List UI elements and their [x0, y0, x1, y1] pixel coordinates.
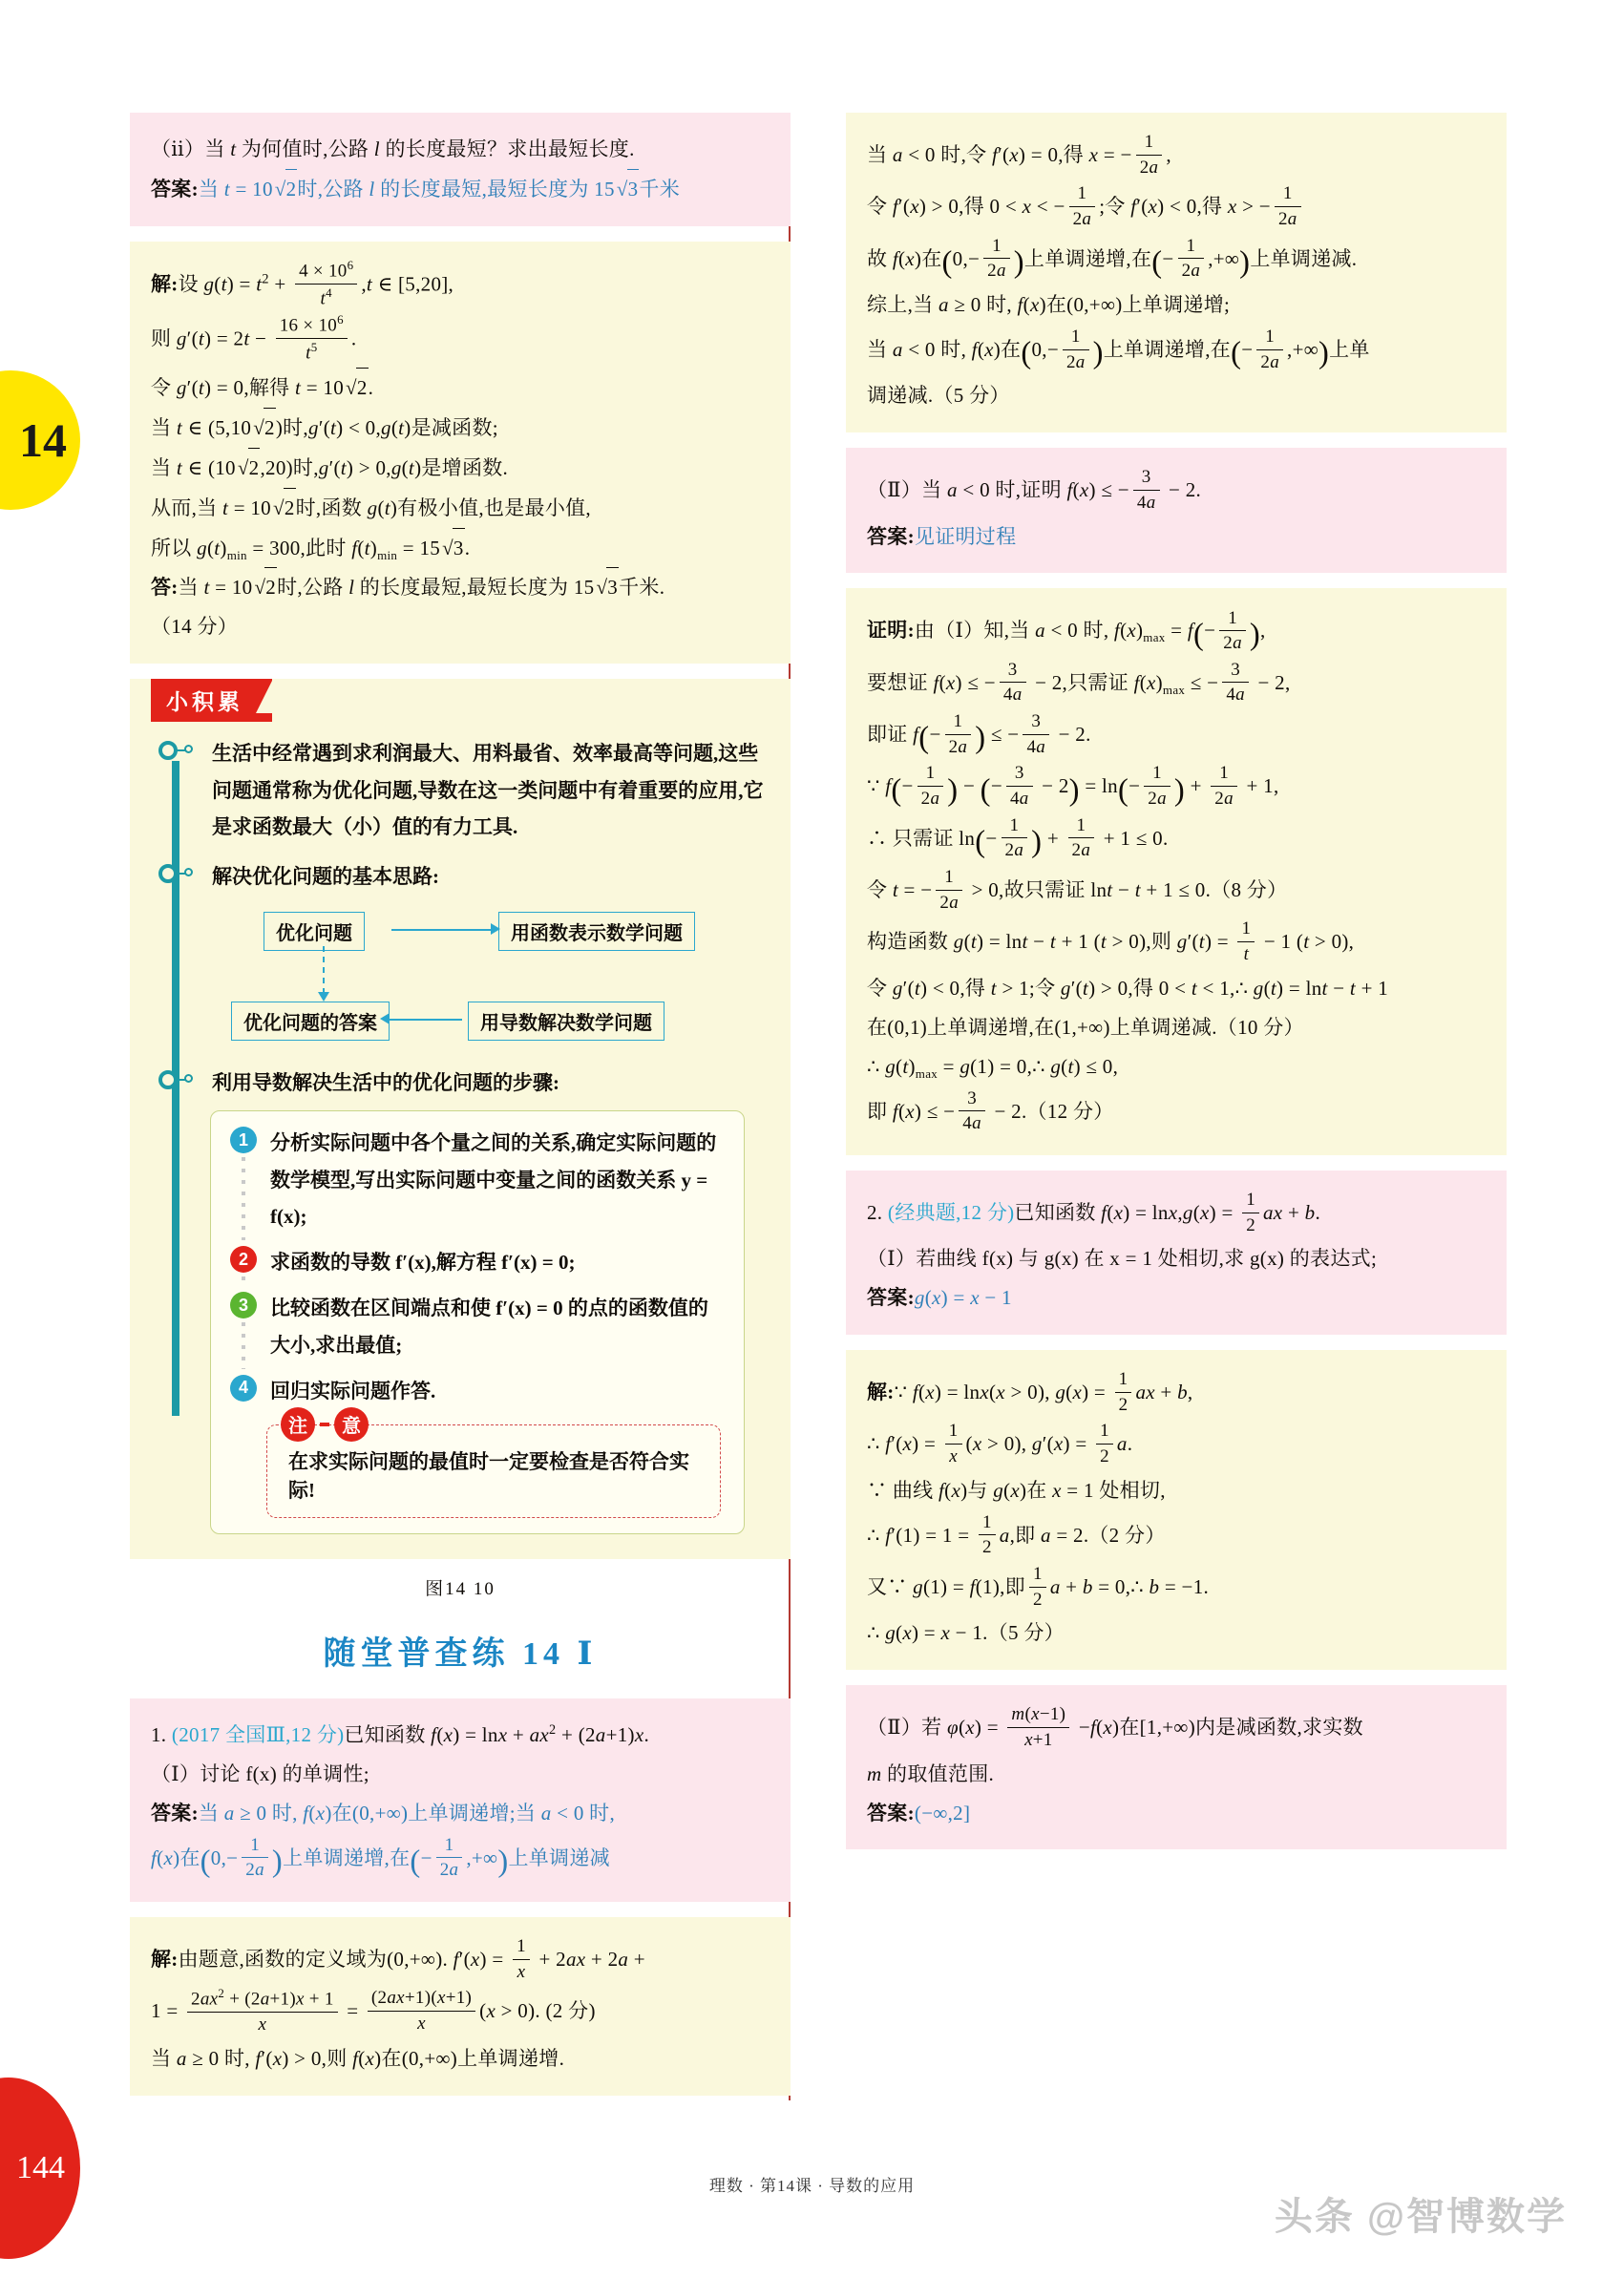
question-1-answer: 答案:当 a ≥ 0 时, f(x)在(0,+∞)上单调递增;当 a < 0 时,	[151, 1801, 616, 1825]
flow-box-answer: 优化问题的答案	[231, 1002, 390, 1041]
step-item	[228, 1125, 727, 1234]
page-footer: 理数 · 第14课 · 导数的应用	[708, 2177, 916, 2195]
question-1-stem: 1. (2017 全国Ⅲ,12 分)已知函数 $f(x) = \ln x + ax^2 + (2a+1)x$.	[151, 1721, 650, 1746]
proof-line: 即 f(x) ≤ − $\frac{3}{4a}$ − 2.（12 分）	[867, 1087, 1114, 1134]
question-1-block	[130, 1698, 791, 1902]
solution-line: 令 f′(x) > 0,得 0 < x < − $\frac{1}{2a}$ ;令 f′(x) < 0,得 x > − $\frac{1}{2a}$	[867, 181, 1486, 233]
caution-badge-link	[320, 1423, 329, 1426]
solution-line: ∴ g(x) = x − 1.（5 分）	[867, 1621, 1065, 1645]
optimization-flowchart	[221, 908, 718, 1051]
question-ii-prompt: （ⅱ）当 t 为何值时,公路 l 的长度最短？求出最短长度.	[151, 137, 635, 160]
solution-block-q2	[846, 1350, 1507, 1670]
chapter-tab-number: 14	[19, 413, 67, 467]
flow-arrow-right	[391, 929, 491, 931]
solution-line: ∴ f′(x) = $\frac{1}{x}$ (x > 0), g′(x) = $\frac{1}{2}$ a.	[867, 1421, 1133, 1467]
solution-line: 故 f(x)在(0,− $\frac{1}{2a}$ )上单调递增,在(− $\frac{1}{2a}$ ,+∞)上单调递减.	[867, 235, 1358, 282]
proof-line: ∴ $g(t)_{max} = g(1)$ = 0,∴ g(t) ≤ 0,	[867, 1054, 1119, 1081]
right-column	[846, 113, 1507, 1865]
solution-line: 当 t ∈ (10 √ 2,20)时,g′(t) > 0,g(t)是增函数.	[151, 448, 770, 488]
solution-line: ∴ f′(1) = 1 = $\frac{1}{2}$ a,即 a = 2.（2 分）	[867, 1511, 1166, 1558]
caution-badges	[281, 1407, 369, 1442]
answer-label: 答案:	[867, 1801, 915, 1825]
question-2-partII-answer: 答案:(−∞,2]	[867, 1801, 971, 1825]
solution-line: 解:由题意,函数的定义域为(0,+∞). f′(x) = $\frac{1}{x}$ + 2ax + 2a +	[151, 1936, 645, 1982]
flow-box-optimization-problem: 优化问题	[264, 912, 365, 951]
question-2-partII-prompt: （Ⅱ）若 φ(x) = $\frac{m(x-1)}{x+1}$ −f(x)在[1,+∞)内是减函数,求实数	[867, 1704, 1363, 1750]
question-1-part-1: （Ⅰ）讨论 f(x) 的单调性;	[151, 1761, 369, 1785]
solution-block-1	[130, 242, 791, 664]
step-item	[228, 1244, 727, 1280]
question-2-source: (经典题,12 分)	[887, 1200, 1015, 1224]
question-II-block	[846, 448, 1507, 573]
accumulation-point-2	[130, 858, 791, 895]
page-number: 144	[16, 2150, 65, 2185]
step-connector	[242, 1157, 245, 1240]
flow-box-solve-with-derivative: 用导数解决数学问题	[468, 1002, 664, 1041]
proof-line: 令 g′(t) < 0,得 t > 1;令 g′(t) > 0,得 0 < t < 1,∴ g(t) = lnt − t + 1	[867, 976, 1389, 1000]
solution-label: 解:	[151, 272, 179, 296]
question-II-answer-text: 见证明过程	[914, 524, 1017, 548]
bullet-icon	[158, 741, 191, 760]
question-II-prompt: （Ⅱ）当 a < 0 时,证明 f(x) ≤ − $\frac{3}{4a}$ − 2.	[867, 467, 1202, 513]
step-text: 比较函数在区间端点和使 f′(x) = 0 的点的函数值的大小,求出最值;	[270, 1297, 708, 1357]
accumulation-point-2-text: 解决优化问题的基本思路:	[212, 864, 439, 888]
flow-arrowhead-right-icon	[491, 923, 500, 935]
accumulation-panel	[130, 679, 791, 1559]
question-2-part-1: （Ⅰ）若曲线 f(x) 与 g(x) 在 x = 1 处相切,求 g(x) 的表达式;	[867, 1247, 1378, 1271]
solution-line: 解:设 $g(t) = t^2$ + $\frac{4 \times 10^6}{t^4}$ ,t ∈ [5,20],	[151, 257, 454, 309]
step-item	[228, 1290, 727, 1362]
reply-label: 答:	[151, 576, 179, 600]
step-connector	[242, 1322, 245, 1368]
question-ii-answer: 答案:当 t = 10 √ 2时,公路 l 的长度最短,最短长度为 15 √ 3千米	[151, 169, 770, 209]
accumulation-point-3-text: 利用导数解决生活中的优化问题的步骤:	[212, 1071, 559, 1095]
step-connector	[242, 1276, 245, 1286]
proof-line: 在(0,1)上单调递增,在(1,+∞)上单调递减.（10 分）	[867, 1015, 1304, 1039]
flow-box-express-with-function: 用函数表示数学问题	[498, 912, 695, 951]
flow-arrowhead-down-icon	[318, 992, 329, 1002]
solution-line: 综上,当 a ≥ 0 时, f(x)在(0,+∞)上单调递增;	[867, 292, 1231, 316]
solution-line: 当 t ∈ (5,10 √ 2)时,g′(t) < 0,g(t)是减函数;	[151, 408, 770, 448]
solution-label: 解:	[867, 1381, 895, 1404]
page-number-tab	[0, 2078, 80, 2259]
flow-arrow-down-dashed	[323, 946, 325, 994]
step-item	[228, 1373, 727, 1409]
solution-line: ∵ 曲线 f(x)与 g(x)在 x = 1 处相切,	[867, 1478, 1166, 1502]
answer-label: 答案:	[151, 1801, 199, 1825]
solution-line: 当 a < 0 时, f(x)在(0,− $\frac{1}{2a}$ )上单调递增,在(− $\frac{1}{2a}$ ,+∞)上单	[867, 326, 1370, 372]
flow-arrow-left	[390, 1019, 462, 1021]
solution-continued-block	[846, 113, 1507, 432]
section-title: 随堂普查练 14 Ⅰ	[323, 1635, 598, 1672]
proof-line: 证明:由（Ⅰ）知,当 a < 0 时, $f(x)_{max} = f(-$ $\frac{1}{2a}$ ),	[867, 607, 1266, 654]
proof-line: ∵ f(− $\frac{1}{2a}$ ) − (− $\frac{3}{4a}$ − 2) = ln(− $\frac{1}{2a}$ ) + $\frac{1}{2a}$ + 1,	[867, 763, 1279, 810]
answer-label: 答案:	[867, 1286, 915, 1310]
step-text: 回归实际问题作答.	[270, 1379, 436, 1403]
proof-line: ∴ 只需证 ln(− $\frac{1}{2a}$ ) + $\frac{1}{2a}$ + 1 ≤ 0.	[867, 814, 1169, 861]
accumulation-point-1	[130, 735, 791, 845]
solution-line: 令 g′(t) = 0,解得 t = 10 √ 2.	[151, 368, 770, 408]
question-II-answer	[867, 517, 1486, 557]
solution-label: 解:	[151, 1948, 179, 1972]
solution-line: 从而,当 t = 10 √ 2时,函数 g(t)有极小值,也是最小值,	[151, 488, 770, 528]
caution-note	[266, 1416, 721, 1518]
answer-label: 答案:	[151, 177, 199, 200]
proof-line: 要想证 f(x) ≤ − $\frac{3}{4a}$ − 2,只需证 $f(x)_{max}$ ≤ − $\frac{3}{4a}$ − 2,	[867, 659, 1291, 706]
step-number: 4	[230, 1375, 257, 1402]
solution-line: 当 a < 0 时,令 f′(x) = 0,得 x = − $\frac{1}{2a}$ ,	[867, 132, 1171, 178]
proof-label: 证明:	[867, 619, 915, 643]
step-number: 1	[230, 1127, 257, 1153]
accumulation-point-3	[130, 1065, 791, 1101]
question-ii-block	[130, 113, 791, 226]
watermark: 头条 @智博数学	[1274, 2196, 1567, 2238]
question-2-number: 2.	[867, 1200, 883, 1224]
solution-block-q1	[130, 1917, 791, 2096]
solution-line: 当 a ≥ 0 时, f′(x) > 0,则 f(x)在(0,+∞)上单调递增.	[151, 2046, 565, 2070]
figure-caption: 图14 10	[425, 1578, 496, 1599]
question-2-block	[846, 1171, 1507, 1335]
step-text: 求函数的导数 f′(x),解方程 f′(x) = 0;	[270, 1251, 576, 1275]
step-text: 分析实际问题中各个量之间的关系,确定实际问题的数学模型,写出实际问题中变量之间的函数关系 y = f(x);	[270, 1131, 717, 1228]
chapter-tab-yellow	[0, 370, 80, 510]
solution-line: 调递减.（5 分）	[867, 384, 1010, 408]
solution-line: 又∵ g(1) = f(1),即 $\frac{1}{2}$ a + b = 0,∴ b = −1.	[867, 1564, 1210, 1610]
proof-line: 构造函数 g(t) = lnt − t + 1 (t > 0),则 g′(t) = $\frac{1}{t}$ − 1 (t > 0),	[867, 918, 1355, 965]
solution-line: 答:当 t = 10 √ 2时,公路 l 的长度最短,最短长度为 15 √ 3千米.	[151, 567, 770, 607]
solution-line: 1 = $\frac{2ax^2 + (2a+1)x + 1}{x}$ = $\frac{(2ax+1)(x+1)}{x}$ (x > 0). (2 分)	[151, 1986, 596, 2035]
accumulation-point-1-text: 生活中经常遇到求利润最大、用料最省、效率最高等问题,这些问题通常称为优化问题,导数在这一类问题中有着重要的应用,它是求函数最大（小）值的有力工具.	[212, 742, 764, 838]
bullet-icon	[158, 1070, 191, 1089]
left-column	[130, 113, 791, 2111]
flow-arrowhead-left-icon	[380, 1013, 390, 1024]
caution-text: 在求实际问题的最值时一定要检查是否符合实际!	[288, 1449, 689, 1502]
question-2-answer: 答案:g(x) = x − 1	[867, 1286, 1012, 1310]
answer-label: 答案:	[867, 524, 915, 548]
bullet-icon	[158, 864, 191, 883]
accumulation-tag: 小积累	[151, 679, 272, 722]
proof-block	[846, 588, 1507, 1154]
caution-badge-2: 意	[334, 1407, 369, 1442]
solution-line: 所以 $g(t)_{min} = 300$,此时 $f(t)_{min} = 15$ √ 3.	[151, 528, 770, 568]
step-number: 2	[230, 1246, 257, 1273]
question-1-number: 1.	[151, 1722, 167, 1746]
solution-line: 解:∵ f(x) = lnx(x > 0), g(x) = $\frac{1}{2}$ ax + b,	[867, 1369, 1193, 1415]
question-1-source: (2017 全国Ⅲ,12 分)	[171, 1722, 345, 1746]
solution-score: （14 分）	[151, 615, 239, 639]
solution-line: 则 g′(t) = 2t − $\frac{16 \times 10^6}{t^5}$ .	[151, 311, 357, 364]
step-number: 3	[230, 1292, 257, 1318]
question-2-stem: 2. (经典题,12 分)已知函数 f(x) = lnx,g(x) = $\frac{1}{2}$ ax + b.	[867, 1189, 1321, 1235]
question-2-partII-block	[846, 1685, 1507, 1849]
proof-line: 即证 f(− $\frac{1}{2a}$ ) ≤ − $\frac{3}{4a}$ − 2.	[867, 711, 1091, 757]
question-2-partII-prompt-cont: m 的取值范围.	[867, 1761, 995, 1785]
caution-badge-1: 注	[281, 1407, 315, 1442]
proof-line: 令 t = − $\frac{1}{2a}$ > 0,故只需证 lnt − t + 1 ≤ 0.（8 分）	[867, 867, 1288, 913]
steps-card	[210, 1110, 745, 1534]
question-1-answer-cont: f(x)在(0,− $\frac{1}{2a}$ )上单调递增,在(− $\frac{1}{2a}$ ,+∞)上单调递减	[151, 1834, 610, 1881]
